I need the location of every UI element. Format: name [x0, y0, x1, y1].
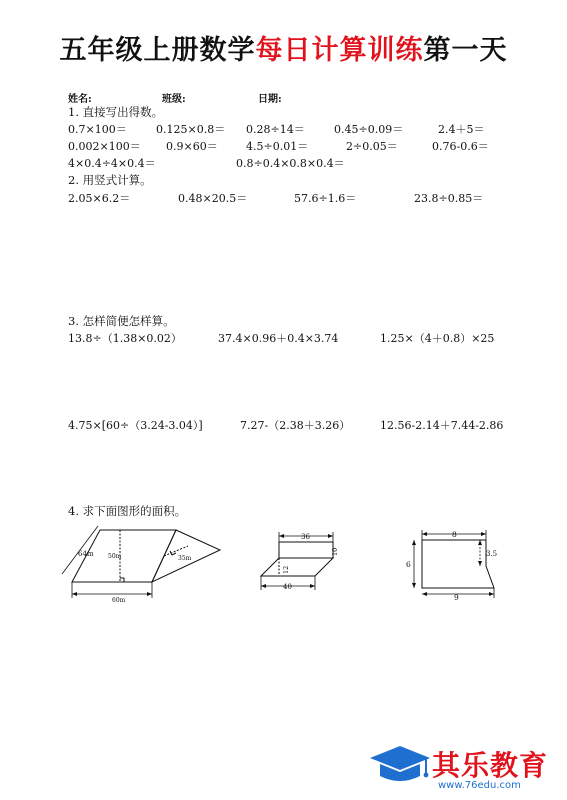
s1-r3-c1: 4×0.4÷4×0.4＝ — [68, 157, 156, 170]
fig2-right-label: 10 — [331, 547, 339, 556]
name-label: 姓名: — [68, 94, 92, 105]
s1-r2-c3: 4.5÷0.01＝ — [246, 140, 309, 153]
s1-r1-c5: 2.4＋5＝ — [438, 123, 485, 136]
fig2-height-label: 12 — [282, 565, 290, 574]
title-part2: 每日计算训练 — [255, 35, 424, 66]
page-title — [0, 28, 567, 67]
fig2-top-label: 36 — [301, 533, 310, 541]
fig3-top-label: 8 — [452, 530, 457, 539]
s3-r1-c1: 13.8÷（1.38×0.02） — [68, 332, 182, 345]
section2-heading: 2. 用竖式计算。 — [68, 173, 152, 187]
date-label: 日期: — [258, 94, 282, 105]
s1-r1-c4: 0.45÷0.09＝ — [334, 123, 404, 136]
title-part1: 五年级上册数学 — [59, 35, 256, 66]
brand-name: 其乐教育 — [432, 749, 549, 782]
fig3-right-label: 3.5 — [486, 550, 498, 558]
s1-r2-c1: 0.002×100＝ — [68, 140, 141, 153]
fig1-height-label: 50m — [108, 553, 122, 560]
fig3-left-label: 6 — [406, 560, 411, 569]
section3-heading: 3. 怎样简便怎样算。 — [68, 314, 175, 328]
fig1-tri-height-label: 35m — [178, 555, 192, 562]
s3-r2-c2: 7.27-（2.38＋3.26） — [240, 419, 351, 432]
fig1-side-label: 64m — [78, 550, 94, 558]
title-part3: 第一天 — [423, 35, 508, 66]
s1-r1-c2: 0.125×0.8＝ — [156, 123, 226, 136]
s1-r2-c5: 0.76-0.6＝ — [432, 140, 489, 153]
figure1-parallelogram-triangle — [60, 522, 230, 604]
fig2-bottom-label: 40 — [283, 583, 292, 591]
figure3-composite-shape — [404, 526, 504, 602]
s1-r2-c2: 0.9×60＝ — [166, 140, 218, 153]
figure2-rectangle-parallelogram — [255, 528, 365, 598]
s1-r1-c1: 0.7×100＝ — [68, 123, 127, 136]
section4-heading: 4. 求下面图形的面积。 — [68, 504, 187, 518]
section1-heading: 1. 直接写出得数。 — [68, 105, 164, 119]
s1-r2-c4: 2÷0.05＝ — [346, 140, 398, 153]
s2-r1-c4: 23.8÷0.85＝ — [414, 192, 484, 205]
s1-r1-c3: 0.28÷14＝ — [246, 123, 305, 136]
s2-r1-c1: 2.05×6.2＝ — [68, 192, 131, 205]
s1-r3-c2: 0.8÷0.4×0.8×0.4＝ — [236, 157, 345, 170]
class-label: 班级: — [162, 94, 186, 105]
s3-r2-c1: 4.75×[60÷（3.24-3.04）] — [68, 419, 203, 432]
s3-r1-c3: 1.25×（4＋0.8）×25 — [380, 332, 495, 345]
s3-r1-c2: 37.4×0.96＋0.4×3.74 — [218, 332, 339, 345]
graduation-cap-logo-icon — [366, 742, 432, 792]
brand-url: www.76edu.com — [438, 780, 521, 791]
fig1-base-label: 60m — [112, 597, 126, 604]
fig3-bottom-label: 9 — [454, 593, 459, 602]
s2-r1-c2: 0.48×20.5＝ — [178, 192, 248, 205]
s3-r2-c3: 12.56-2.14＋7.44-2.86 — [380, 419, 504, 432]
s2-r1-c3: 57.6÷1.6＝ — [294, 192, 357, 205]
